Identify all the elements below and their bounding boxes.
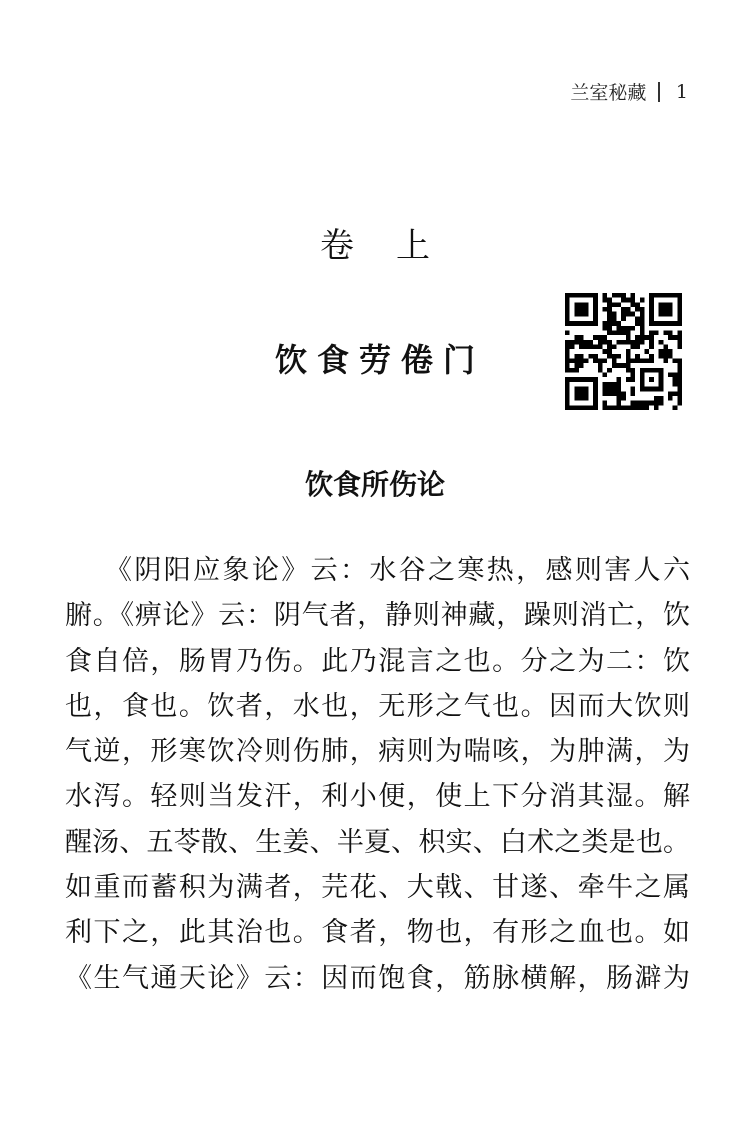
- body-line: 也，食也。饮者，水也，无形之气也。因而大饮则: [65, 690, 690, 722]
- body-line: 《阴阳应象论》云：水谷之寒热，感则害人六: [105, 555, 690, 586]
- body-line: 利下之，此其治也。食者，物也，有形之血也。如: [65, 917, 690, 949]
- body-line: 《生气通天论》云：因而饱食，筋脉横解，肠澼为: [65, 962, 690, 994]
- section-title: 饮食劳倦门: [274, 341, 485, 379]
- body-line: 水泻。轻则当发汗，利小便，使上下分消其湿。解: [65, 781, 690, 813]
- book-title: 兰室秘藏: [570, 82, 647, 104]
- body-line: 气逆，形寒饮冷则伤肺，病则为喘咳，为肿满，为: [65, 736, 690, 768]
- page-number: 1: [675, 80, 688, 103]
- qr-code-icon[interactable]: [561, 293, 686, 410]
- header-divider: [658, 82, 660, 102]
- volume-title: 卷上: [320, 226, 472, 266]
- running-header: [570, 78, 688, 105]
- article-title: 饮食所伤论: [304, 468, 445, 501]
- body-line: 如重而蓄积为满者，芫花、大戟、甘遂、牵牛之属: [65, 872, 690, 904]
- body-line: 醒汤、五苓散、生姜、半夏、枳实、白术之类是也。: [65, 826, 690, 858]
- body-text: [65, 548, 690, 1001]
- body-line: 食自倍，肠胃乃伤。此乃混言之也。分之为二：饮: [65, 645, 690, 677]
- body-line: 腑。《痹论》云：阴气者，静则神藏，躁则消亡，饮: [65, 600, 690, 632]
